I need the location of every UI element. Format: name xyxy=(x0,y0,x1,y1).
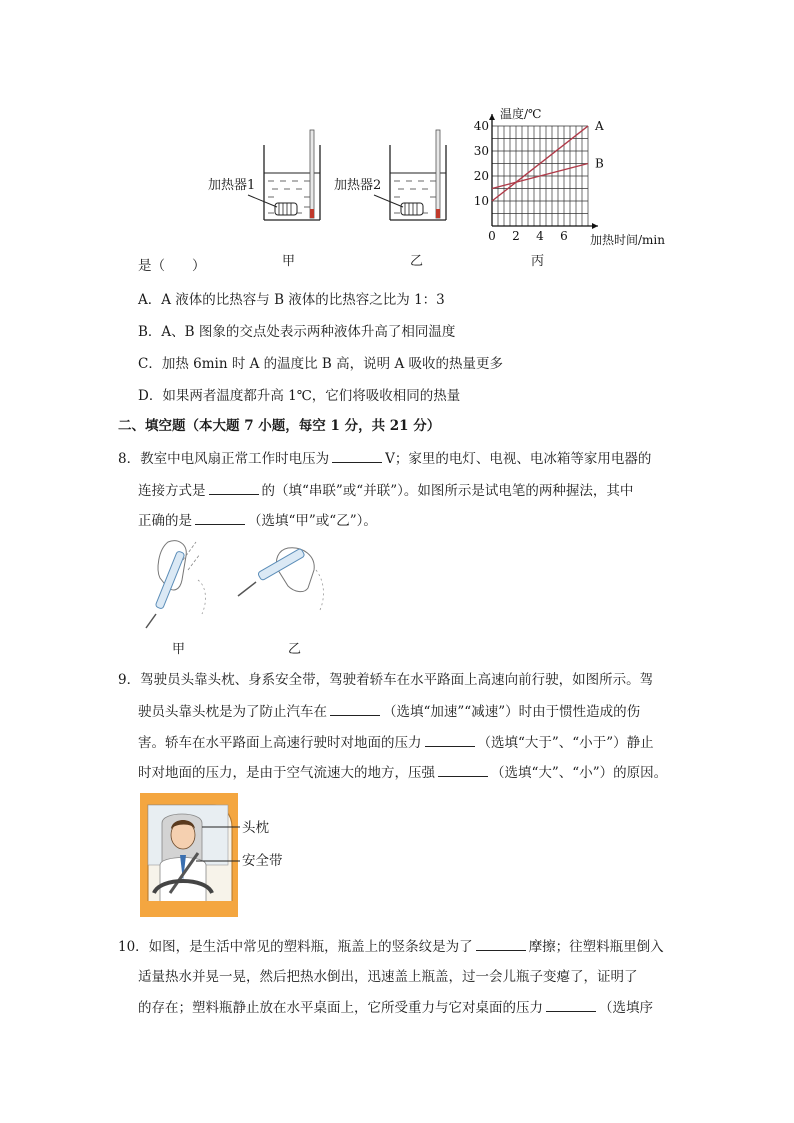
q10-text: （选填序 xyxy=(599,1000,653,1016)
q10-line2: 适量热水并晃一晃，然后把热水倒出，迅速盖上瓶盖，过一会儿瓶子变瘪了，证明了 xyxy=(138,969,638,985)
q8-line3 xyxy=(138,510,377,531)
q7-option-b: B．A、B 图象的交点处表示两种液体升高了相同温度 xyxy=(138,324,456,340)
series-label-a: A xyxy=(595,119,604,133)
q8-text: 连接方式是 xyxy=(138,483,206,499)
q9-line3 xyxy=(138,732,654,753)
q8-line1 xyxy=(118,448,651,469)
x-tick-label: 4 xyxy=(536,229,544,243)
q9-text: （选填“大”、“小”）的原因。 xyxy=(491,765,668,781)
q7-option-a: A．A 液体的比热容与 B 液体的比热容之比为 1：3 xyxy=(138,292,445,308)
q9-text: 害。轿车在水平路面上高速行驶时对地面的压力 xyxy=(138,735,422,751)
y-axis-label: 温度/℃ xyxy=(500,107,542,121)
q8-text: V；家里的电灯、电视、电冰箱等家用电器的 xyxy=(385,451,652,467)
y-tick-label: 30 xyxy=(473,144,489,158)
q8-text: 的（填“串联”或“并联”）。如图所示是试电笔的两种握法，其中 xyxy=(261,483,634,499)
q10-text: 10．如图，是生活中常见的塑料瓶，瓶盖上的竖条纹是为了 xyxy=(118,939,473,955)
q8-caption-jia: 甲 xyxy=(172,642,186,657)
q10-line3 xyxy=(138,997,653,1018)
y-tick-label: 20 xyxy=(473,169,489,183)
temperature-chart xyxy=(462,100,692,250)
y-tick-label: 40 xyxy=(473,119,489,133)
x-axis-label: 加热时间/min xyxy=(590,233,665,247)
q8-caption-yi: 乙 xyxy=(288,642,302,657)
q9-line2 xyxy=(138,701,640,722)
label-heater1: 加热器1 xyxy=(208,178,256,193)
q10-line1 xyxy=(118,936,664,957)
q7-option-c: C．加热 6min 时 A 的温度比 B 高，说明 A 吸收的热量更多 xyxy=(138,356,503,372)
q10-blank-friction[interactable] xyxy=(476,936,526,951)
q10-text: 摩擦；往塑料瓶里倒入 xyxy=(528,939,664,955)
test-pen-yi xyxy=(238,548,323,610)
caption-jia: 甲 xyxy=(282,254,296,269)
q8-line2 xyxy=(138,480,633,501)
x-tick-label: 6 xyxy=(560,229,568,243)
q10-text: 的存在；塑料瓶静止放在水平桌面上，它所受重力与它对桌面的压力 xyxy=(138,1000,543,1016)
y-axis-arrow xyxy=(489,114,495,120)
q8-blank-correct[interactable] xyxy=(195,510,245,525)
beaker-figures xyxy=(200,125,470,270)
q9-text: 时对地面的压力，是由于空气流速大的地方，压强 xyxy=(138,765,435,781)
y-tick-label: 10 xyxy=(473,194,489,208)
q9-blank-pressure-force[interactable] xyxy=(425,732,475,747)
q10-blank-force[interactable] xyxy=(546,997,596,1012)
q9-line1: 9．驾驶员头靠头枕、身系安全带，驾驶着轿车在水平路面上高速向前行驶，如图所示。驾 xyxy=(118,672,654,688)
series-label-b: B xyxy=(595,156,604,171)
q7-stem-tail: 是（ ） xyxy=(138,258,206,274)
section-heading: 二、填空题（本大题 7 小题，每空 1 分，共 21 分） xyxy=(118,418,441,434)
caption-bing: 丙 xyxy=(531,254,545,269)
q8-blank-voltage[interactable] xyxy=(332,448,382,463)
q9-text: （选填“加速”“减速”）时由于惯性造成的伤 xyxy=(383,704,641,720)
x-tick-label: 2 xyxy=(512,229,520,243)
q9-blank-motion[interactable] xyxy=(330,701,380,716)
label-headrest: 头枕 xyxy=(242,820,269,836)
q8-blank-connection[interactable] xyxy=(209,480,259,495)
x-axis-arrow xyxy=(592,223,598,229)
x-tick-label: 0 xyxy=(488,229,496,243)
label-seat-belt: 安全带 xyxy=(242,853,283,869)
q8-text: 8．教室中电风扇正常工作时电压为 xyxy=(118,451,330,467)
test-pen-jia xyxy=(146,541,205,628)
q7-option-d: D．如果两者温度都升高 1℃，它们将吸收相同的热量 xyxy=(138,388,461,404)
q8-text: 正确的是 xyxy=(138,513,192,529)
beaker-yi xyxy=(374,130,446,220)
q9-text: 驶员头靠头枕是为了防止汽车在 xyxy=(138,704,327,720)
q8-text: （选填“甲”或“乙”）。 xyxy=(248,513,377,529)
q9-line4 xyxy=(138,762,667,783)
label-heater2: 加热器2 xyxy=(334,178,382,193)
test-pen-figures xyxy=(138,530,338,630)
q9-text: （选填“大于”、“小于”）静止 xyxy=(477,735,654,751)
caption-yi: 乙 xyxy=(410,254,424,269)
q9-blank-pressure[interactable] xyxy=(438,762,488,777)
beaker-jia xyxy=(248,130,320,220)
